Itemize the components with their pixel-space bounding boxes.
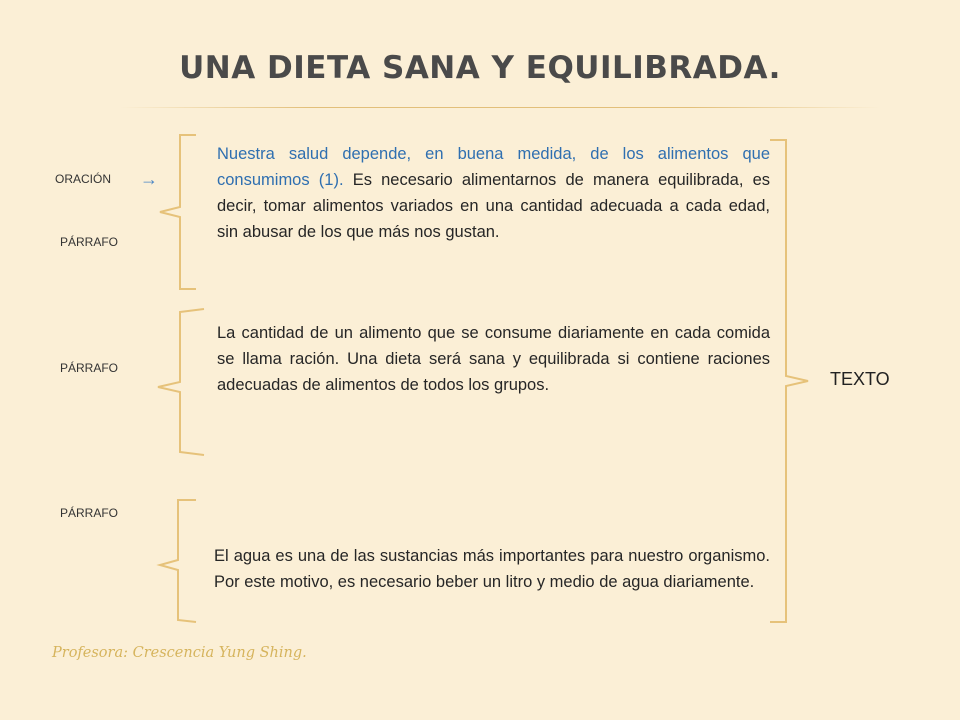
paragraph-3: El agua es una de las sustancias más importantes para nuestro organismo. Por este motivo, es necesario beber un litro y medio de agua diariamente. <box>214 547 770 591</box>
oracion-label: ORACIÓN <box>55 172 112 186</box>
parrafo-label-2: PÁRRAFO <box>60 361 119 375</box>
paragraph-2: La cantidad de un alimento que se consume diariamente en cada comida se llama ración. Una dieta será sana y equilibrada si contiene raciones adecuadas de alimentos de todos los grupos. <box>217 324 770 394</box>
paragraph3-bracket <box>160 500 196 622</box>
footer-author: Profesora: Crescencia Yung Shing. <box>52 645 307 661</box>
arrow-right-icon: → <box>140 169 158 189</box>
text-bracket <box>770 140 808 622</box>
slide-title: UNA DIETA SANA Y EQUILIBRADA. <box>179 50 781 86</box>
parrafo-label-1: PÁRRAFO <box>60 235 119 249</box>
paragraph1-bracket <box>160 135 196 289</box>
parrafo-label-3: PÁRRAFO <box>60 506 119 520</box>
paragraph2-bracket <box>158 309 204 455</box>
sentence-highlight: Nuestra salud depende, en buena medida, de los alimentos que consumimos (1). <box>217 145 770 189</box>
paragraph-1 <box>217 141 770 245</box>
texto-label: TEXTO <box>830 369 890 389</box>
paragraph-1-rest: Es necesario alimentarnos de manera equilibrada, es decir, tomar alimentos variados en una cantidad adecuada a cada edad, sin abusar de los que más nos gustan. <box>217 171 770 241</box>
